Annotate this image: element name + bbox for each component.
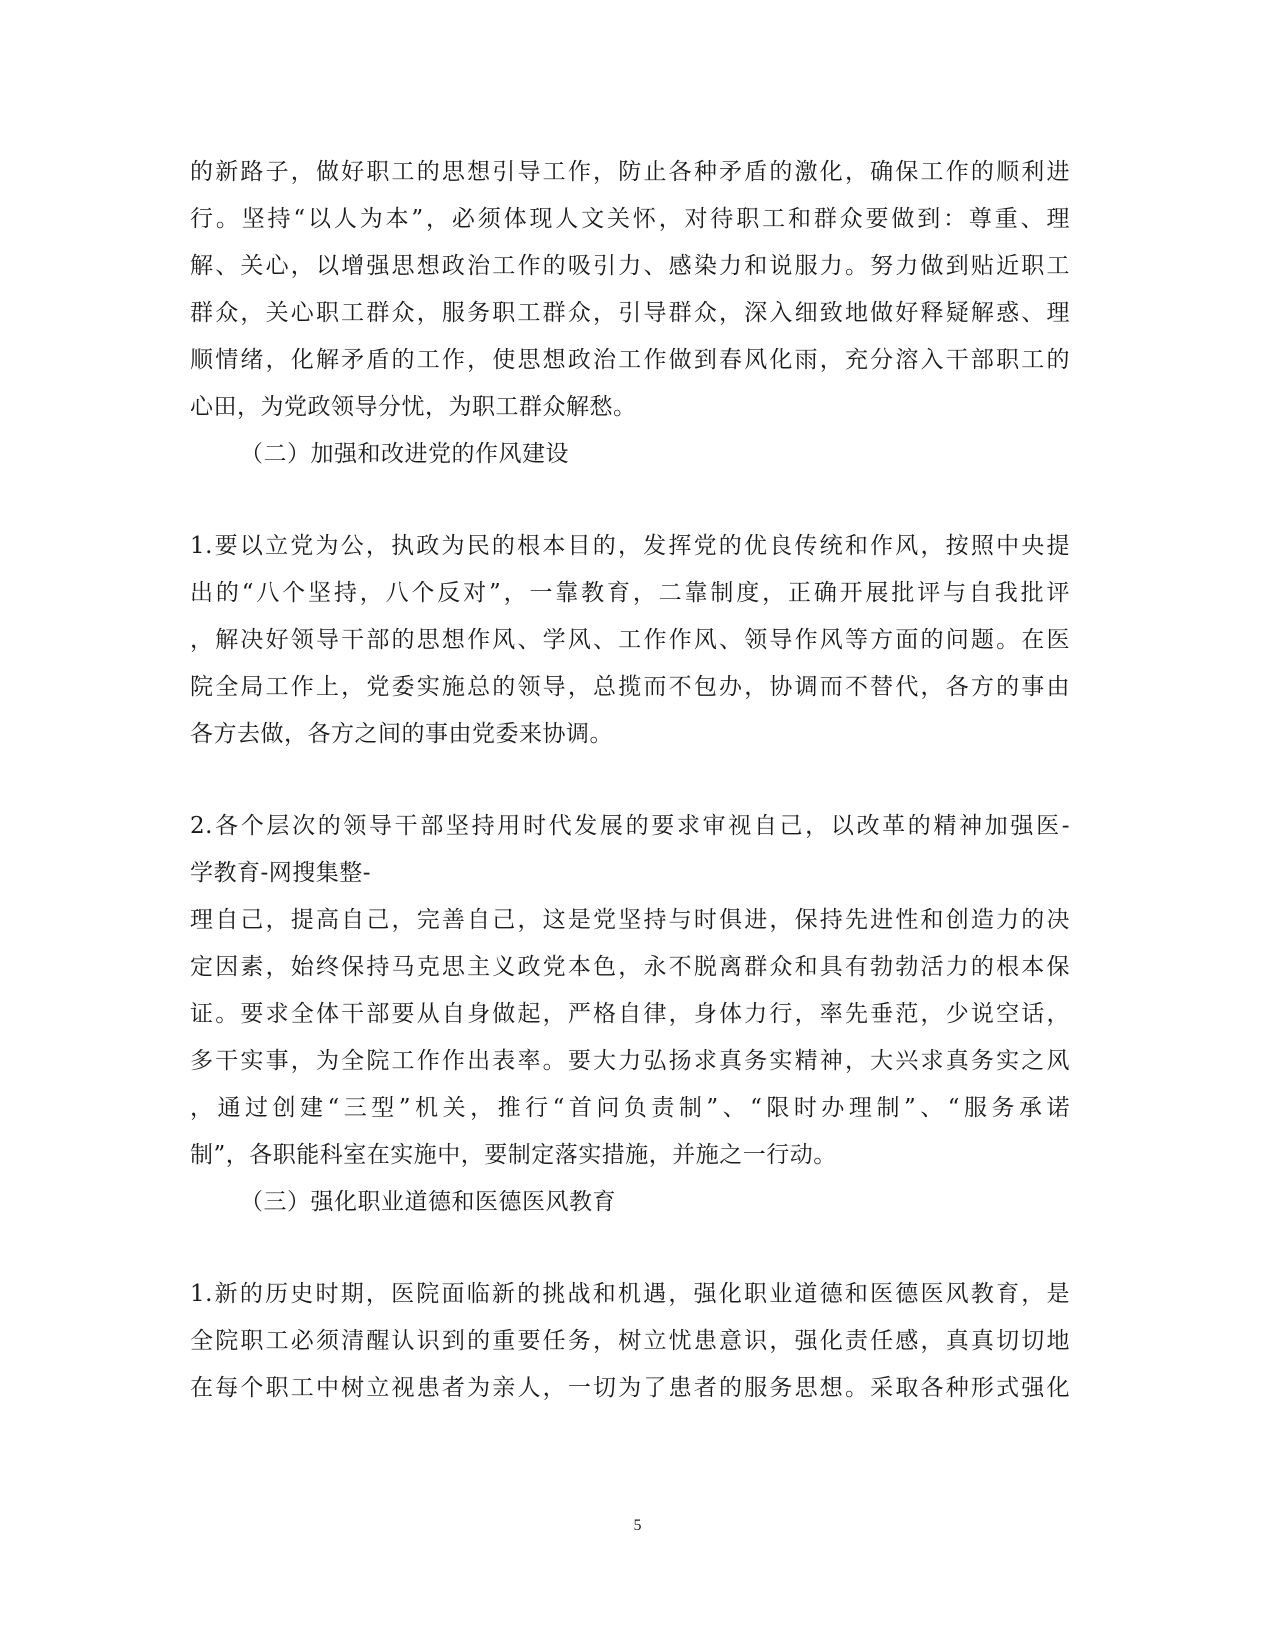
text-line: 心田，为党政领导分忧，为职工群众解愁。 [190,394,637,420]
text-line: 1.新的历史时期，医院面临新的挑战和机遇，强化职业道德和医德医风教育，是 [190,1281,1070,1307]
text-line: 出的“八个坚持，八个反对”，一靠教育，二靠制度，正确开展批评与自我批评 [190,580,1070,606]
section-heading-2: （二）加强和改进党的作风建设 [240,441,569,467]
text-line: 1.要以立党为公，执政为民的根本目的，发挥党的优良传统和作风，按照中央提 [190,533,1070,559]
text-line: 理自己，提高自己，完善自己，这是党坚持与时俱进，保持先进性和创造力的决 [190,907,1070,933]
text-line: 学教育-网搜集整- [190,860,372,886]
text-line: 证。要求全体干部要从自身做起，严格自律，身体力行，率先垂范，少说空话， [190,1001,1070,1027]
text-line: ，通过创建“三型”机关，推行“首问负责制”、“限时办理制”、“服务承诺 [190,1095,1070,1121]
page-number: 5 [633,1517,642,1534]
text-line: 群众，关心职工群众，服务职工群众，引导群众，深入细致地做好释疑解惑、理 [190,300,1070,326]
text-line: 行。坚持“以人为本”，必须体现人文关怀，对待职工和群众要做到：尊重、理 [190,206,1070,232]
text-line: ，解决好领导干部的思想作风、学风、工作作风、领导作风等方面的问题。在医 [190,627,1070,653]
text-line: 多干实事，为全院工作作出表率。要大力弘扬求真务实精神，大兴求真务实之风 [190,1048,1070,1074]
section-heading-3: （三）强化职业道德和医德医风教育 [240,1189,616,1215]
text-line: 的新路子，做好职工的思想引导工作，防止各种矛盾的激化，确保工作的顺利进 [190,159,1070,185]
text-line: 2.各个层次的领导干部坚持用时代发展的要求审视自己，以改革的精神加强医- [190,813,1070,839]
text-line: 定因素，始终保持马克思主义政党本色，永不脱离群众和具有勃勃活力的根本保 [190,954,1070,980]
text-line: 制”，各职能科室在实施中，要制定落实措施，并施之一行动。 [190,1142,837,1168]
text-line: 解、关心，以增强思想政治工作的吸引力、感染力和说服力。努力做到贴近职工 [190,253,1070,279]
text-line: 在每个职工中树立视患者为亲人，一切为了患者的服务思想。采取各种形式强化 [190,1375,1070,1401]
text-line: 顺情绪，化解矛盾的工作，使思想政治工作做到春风化雨，充分溶入干部职工的 [190,347,1070,373]
text-line: 全院职工必须清醒认识到的重要任务，树立忧患意识，强化责任感，真真切切地 [190,1328,1070,1354]
text-line: 院全局工作上，党委实施总的领导，总揽而不包办，协调而不替代，各方的事由 [190,674,1070,700]
text-line: 各方去做，各方之间的事由党委来协调。 [190,721,613,747]
